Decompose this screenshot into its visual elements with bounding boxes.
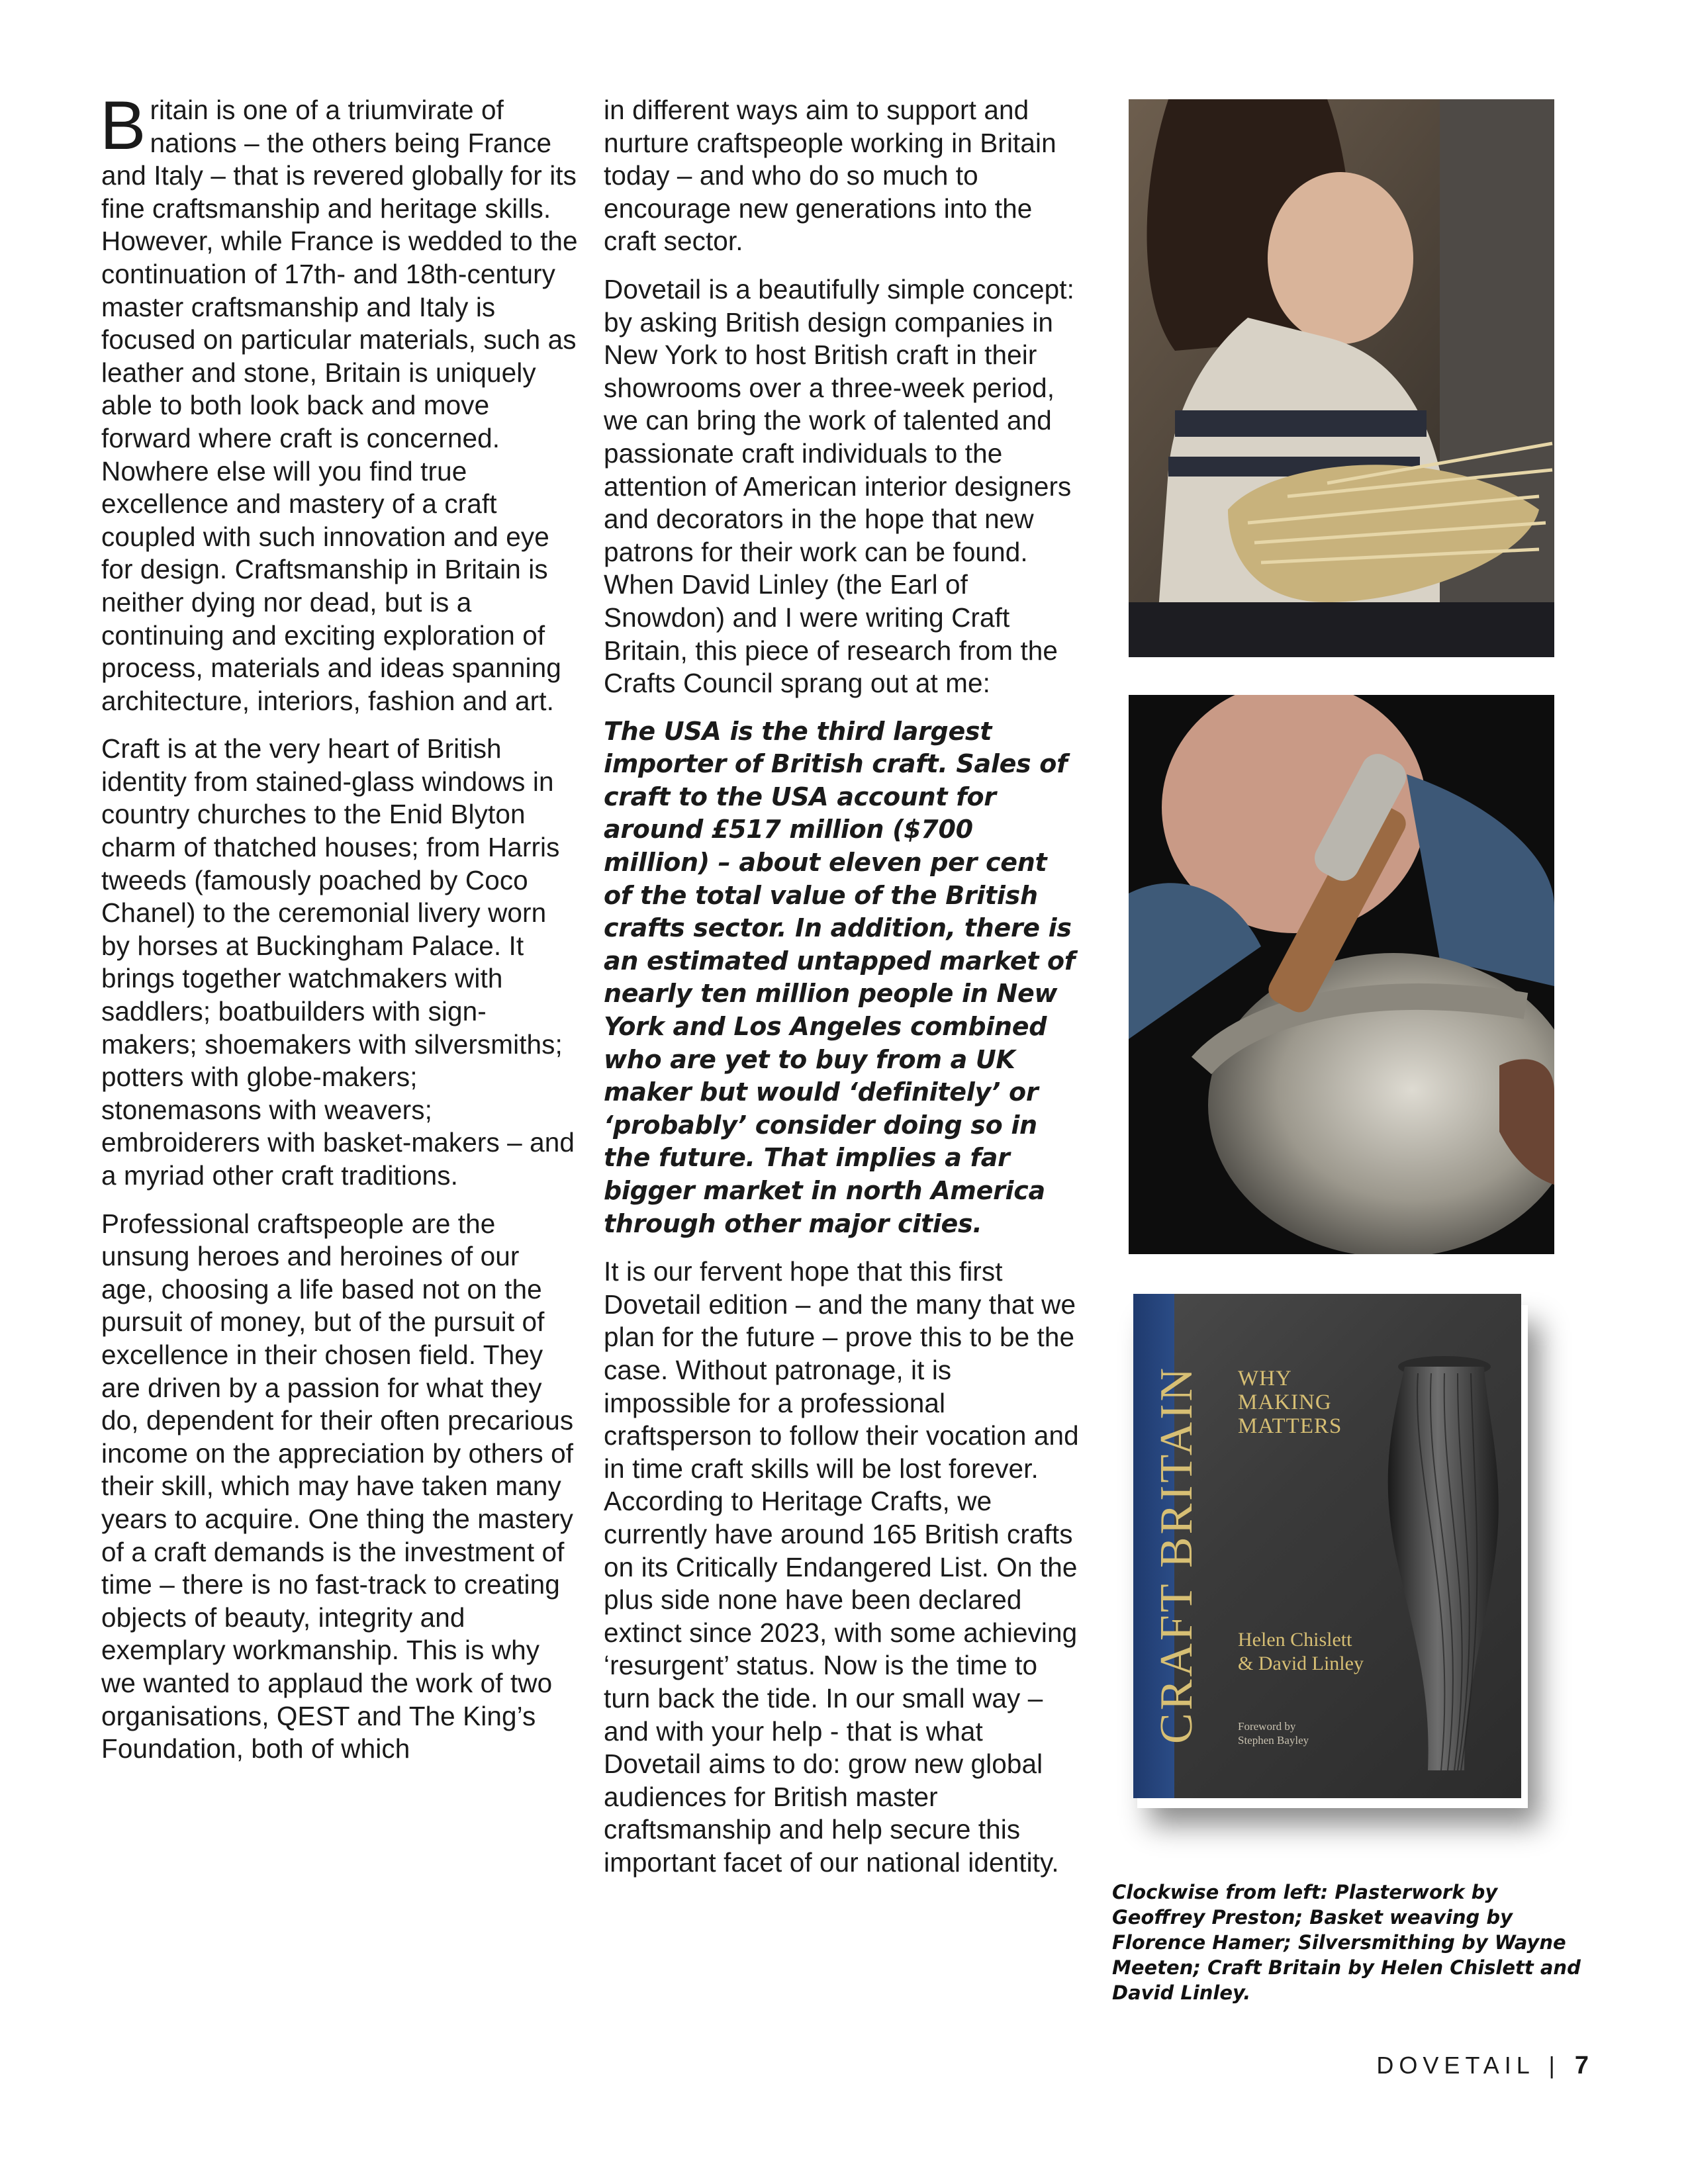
paragraph-intro-text: ritain is one of a triumvirate of nations – the others being France and Italy – that is revered globally for its fine craftsmanship and heritage skills. However, while France is wedded to the continuation of 17th- and 18th-century master craftsmanship and Italy is focused on particular materials, such as leather and stone, Britain is uniquely able to both look back and move forward where craft is concerned. Nowhere else will you find true excellence and mastery of a craft coupled with such innovation and eye for design. Craftsmanship in Britain is neither dying nor dead, but is a continuing and exciting exploration of process, materials and ideas spanning architecture, interiors, fashion and art. — [101, 95, 578, 716]
paragraph-intro — [100, 87, 578, 717]
paragraph-craftspeople: Professional craftspeople are the unsung heroes and heroines of our age, choosing a life based not on the pursuit of money, but of the pursuit of excellence in their chosen field. They are driven by a passion for what they do, dependent for their often precarious income on the appreciation by others of their skill, which may have taken many years to acquire. One thing the mastery of a craft demands is the investment of time – there is no fast-track to creating objects of beauty, integrity and exemplary workmanship. This is why we wanted to applaud the work of two organisations, QEST and The King’s Foundation, both of which — [101, 1208, 574, 1764]
book-subtitle-line: MAKING — [1238, 1390, 1332, 1414]
book-foreword-line: Stephen Bayley — [1238, 1734, 1309, 1747]
book-foreword-line: Foreword by — [1238, 1720, 1296, 1733]
vase-image — [1352, 1347, 1517, 1784]
book-foreword — [1238, 1719, 1309, 1747]
book-cover-craft-britain — [1133, 1294, 1521, 1798]
paragraph-fervent-hope: It is our fervent hope that this first Dovetail edition – and the many that we plan for the future – prove this to be the case. Without patronage, it is impossible for a professional craftsperson to follow their vocation and in time craft skills will be lost forever. According to Heritage Crafts, we currently have around 165 British crafts on its Critically Endangered List. On the plus side none have been declared extinct since 2023, with some achieving ‘resurgent’ status. Now is the time to turn back the tide. In our small way – and with your help - that is what Dovetail aims to do: grow new global audiences for British master craftsmanship and help secure this important facet of our national identity. — [604, 1256, 1079, 1878]
book-subtitle — [1238, 1367, 1342, 1438]
page-number: 7 — [1574, 2052, 1589, 2079]
article-column-left — [100, 87, 578, 1781]
research-quote: The USA is the third largest importer of British craft. Sales of craft to the USA account for around £517 million ($700 million) – about eleven per cent of the total value of the British crafts sector. In addition, there is an estimated untapped market of nearly ten million people in New York and Los Angeles combined who are yet to buy from a UK maker but would ‘definitely’ or ‘probably’ consider doing so in the future. That implies a far bigger market in north America through other major cities. — [604, 716, 1076, 1238]
paragraph-craft-identity: Craft is at the very heart of British identity from stained-glass windows in country churches to the Enid Blyton charm of thatched houses; from Harris tweeds (famously poached by Coco Chanel) to the ceremonial livery worn by horses at Buckingham Palace. It brings together watchmakers with saddlers; boatbuilders with sign-makers; shoemakers with silversmiths; potters with globe-makers; stonemasons with weavers; embroiderers with basket-makers – and a myriad other craft traditions. — [101, 733, 575, 1191]
basket-weaving-image — [1129, 99, 1554, 657]
footer-separator: | — [1548, 2052, 1555, 2079]
book-author-line: & David Linley — [1238, 1653, 1364, 1674]
paragraph-organisations: in different ways aim to support and nurture craftspeople working in Britain today – and who do so much to encourage new generations into the craft sector. — [604, 95, 1056, 257]
drop-cap: B — [100, 87, 146, 164]
image-caption: Clockwise from left: Plasterwork by Geoffrey Preston; Basket weaving by Florence Hamer; Silversmithing by Wayne Meeten; Craft Britain by Helen Chislett and David Linley. — [1112, 1881, 1581, 2004]
book-title: CRAFT BRITAIN — [1151, 1365, 1202, 1744]
book-author-line: Helen Chislett — [1238, 1629, 1352, 1651]
publication-name: DOVETAIL — [1376, 2052, 1534, 2079]
paragraph-dovetail-concept: Dovetail is a beautifully simple concept: by asking British design companies in New York to host British craft in their showrooms over a three-week period, we can bring the work of talented and passionate craft individuals to the attention of American interior designers and decorators in the hope that new patrons for their work can be found. When David Linley (the Earl of Snowdon) and I were writing Craft Britain, this piece of research from the Crafts Council sprang out at me: — [604, 273, 1074, 699]
book-authors — [1238, 1628, 1364, 1676]
article-column-middle — [604, 94, 1080, 1894]
silversmithing-image — [1129, 695, 1554, 1254]
book-subtitle-line: WHY — [1238, 1367, 1292, 1390]
photo-silversmithing — [1129, 695, 1554, 1254]
book-subtitle-line: MATTERS — [1238, 1414, 1342, 1438]
photo-basket-weaving — [1129, 99, 1554, 657]
page-footer — [1337, 2052, 1589, 2080]
